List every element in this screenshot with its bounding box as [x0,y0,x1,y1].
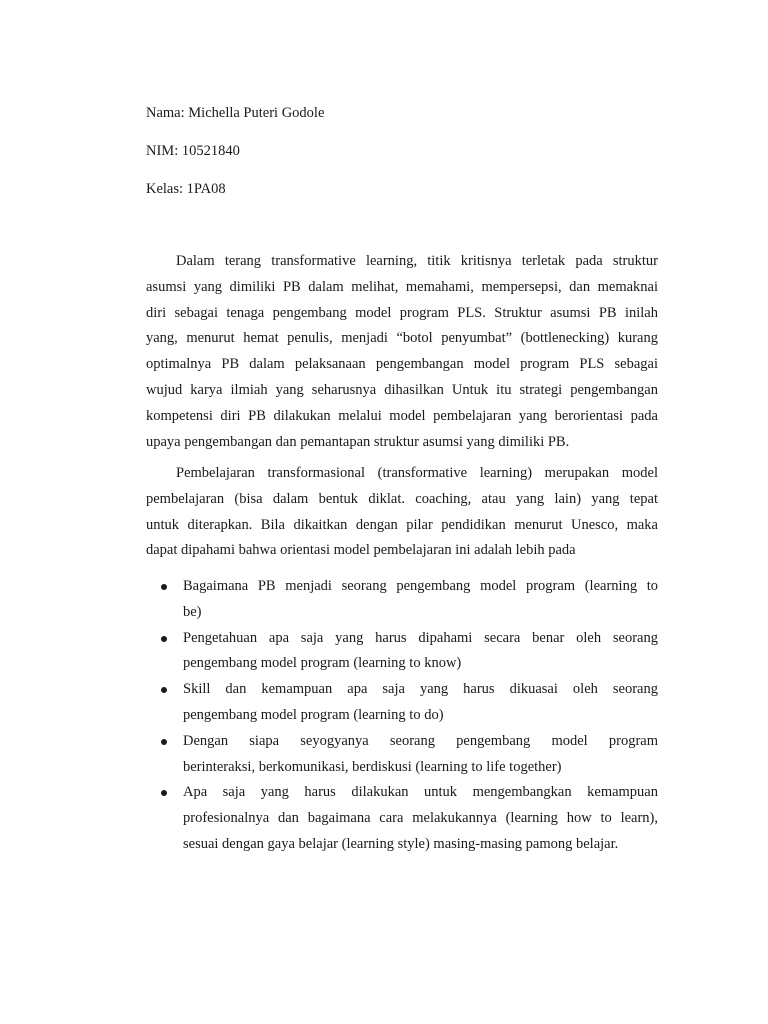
paragraph-line: diri sebagai tenaga pengembang model program PLS. Struktur asumsi PB inilah [146,304,658,321]
paragraph-transformational-learning [146,461,658,564]
paragraph-transformative-learning [146,249,658,455]
paragraph-line: Dalam terang transformative learning, titik kritisnya terletak pada struktur [176,253,658,269]
paragraph-line: yang, menurut hemat penulis, menjadi “botol penyumbat” (bottlenecking) kurang [146,330,658,347]
list-item [146,729,658,781]
list-item [146,626,658,678]
paragraph-line: upaya pengembangan dan pemantapan struktur asumsi yang dimiliki PB. [146,433,570,450]
list-item-line: profesionalnya dan bagaimana cara melakukannya (learning how to learn), [183,810,658,827]
list-item-line: sesuai dengan gaya belajar (learning style) masing-masing pamong belajar. [183,835,619,852]
bullet-icon [161,687,167,693]
list-item-line: Skill dan kemampuan apa saja yang harus dikuasai oleh seorang [183,681,658,698]
bullet-icon [161,739,167,745]
list-item-line: Apa saja yang harus dilakukan untuk mengembangkan kemampuan [183,784,658,801]
list-item-line: berinteraksi, berkomunikasi, berdiskusi (learning to life together) [183,758,562,775]
paragraph-line: untuk diterapkan. Bila dikaitkan dengan pilar pendidikan menurut Unesco, maka [146,516,658,533]
paragraph-line: pembelajaran (bisa dalam bentuk diklat. coaching, atau yang lain) yang tepat [146,490,658,507]
paragraph-line: asumsi yang dimiliki PB dalam melihat, memahami, mempersepsi, dan memaknai [146,278,658,295]
list-item-line: pengembang model program (learning to know) [183,655,462,672]
list-item-line: be) [183,603,202,620]
paragraph-line: Pembelajaran transformasional (transformative learning) merupakan model [176,465,658,481]
list-item [146,677,658,729]
student-name: Nama: Michella Puteri Godole [146,105,325,121]
bullet-icon [161,790,167,796]
paragraph-line: optimalnya PB dalam pelaksanaan pengembangan model program PLS sebagai [146,356,658,373]
paragraph-line: wujud karya ilmiah yang seharusnya dihasilkan Untuk itu strategi pengembangan [146,381,658,398]
list-item-line: Pengetahuan apa saja yang harus dipahami secara benar oleh seorang [183,629,658,646]
bullet-icon [161,584,167,590]
list-item-line: Bagaimana PB menjadi seorang pengembang model program (learning to [183,578,658,594]
list-item-line: pengembang model program (learning to do) [183,706,444,723]
learning-pillars-list [146,574,658,858]
paragraph-line: kompetensi diri PB dilakukan melalui model pembelajaran yang berorientasi pada [146,407,658,424]
list-item [146,780,658,857]
list-item [146,574,658,626]
student-class: Kelas: 1PA08 [146,181,226,197]
student-nim: NIM: 10521840 [146,143,240,159]
list-item-line: Dengan siapa seyogyanya seorang pengembang model program [183,732,658,749]
bullet-icon [161,636,167,642]
paragraph-line: dapat dipahami bahwa orientasi model pembelajaran ini adalah lebih pada [146,542,576,559]
